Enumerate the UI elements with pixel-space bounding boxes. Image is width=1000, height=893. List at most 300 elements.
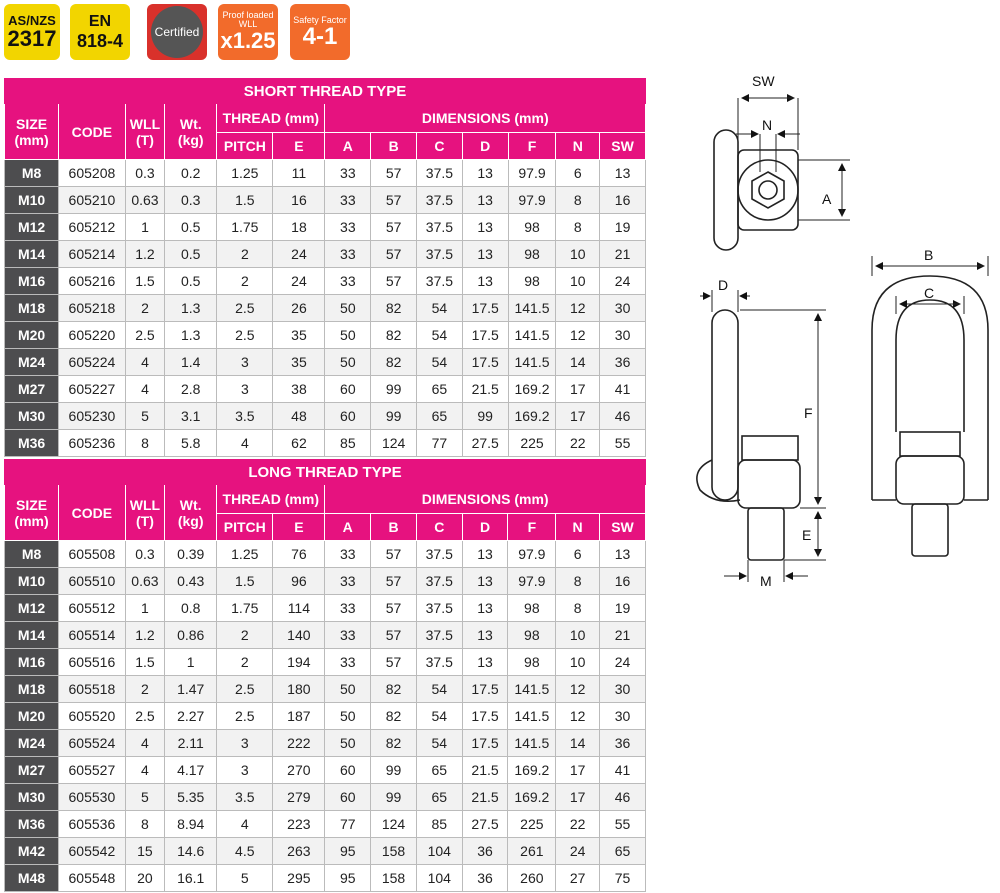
header-wll-unit: (T) [135,512,154,529]
table-cell: 605548 [59,865,126,892]
table-cell: 21 [600,241,646,268]
table-cell: 60 [325,403,371,430]
table-cell: 2.27 [165,703,217,730]
table-cell: 16 [273,187,325,214]
badge-proof-line2: WLL [238,19,258,29]
table-cell: 169.2 [508,403,556,430]
table-cell: 0.5 [165,214,217,241]
table-cell: 60 [325,757,371,784]
table-cell: 158 [371,838,417,865]
table-cell: 1.47 [165,676,217,703]
table-cell: 605516 [59,649,126,676]
table-cell: 50 [325,703,371,730]
table-cell: 11 [273,160,325,187]
table-cell: 1.25 [217,541,273,568]
table-cell: 36 [462,838,508,865]
table-row [5,649,646,676]
label-e: E [802,527,812,543]
table-cell: 46 [599,784,645,811]
table-cell: 27.5 [462,811,508,838]
header-wll-label: WLL [129,115,161,132]
table-cell: 3.5 [217,784,273,811]
table-cell: 8 [125,811,165,838]
table-cell: 0.86 [165,622,217,649]
table-cell: 141.5 [508,676,556,703]
table-cell: 37.5 [416,622,462,649]
table-cell: 21 [599,622,645,649]
table-cell: 141.5 [508,703,556,730]
table-cell: 141.5 [508,349,556,376]
table-cell: 98 [508,595,556,622]
table-cell: 57 [371,241,417,268]
table-cell: 605218 [59,295,126,322]
header-weight-unit: (kg) [177,512,204,529]
table-cell: 55 [600,430,646,457]
table-cell: 605510 [59,568,126,595]
badge-asnzs-2317 [4,4,60,60]
table-cell: 75 [599,865,645,892]
badge-asnzs-label: AS/NZS [8,13,56,28]
table-cell: 46 [600,403,646,430]
label-f: F [804,405,813,421]
size-cell: M12 [5,595,59,622]
table-cell: 35 [273,322,325,349]
header-f: F [508,514,556,541]
table-cell: 60 [325,784,371,811]
table-cell: 2 [125,676,165,703]
size-cell: M8 [5,160,59,187]
table-cell: 2.5 [125,322,165,349]
header-weight [165,485,217,541]
label-m: M [760,573,772,589]
table-cell: 3 [217,730,273,757]
table-cell: 6 [556,541,600,568]
table-cell: 16 [600,187,646,214]
header-pitch: PITCH [217,133,273,160]
table-cell: 3.1 [165,403,217,430]
label-c: C [924,285,935,301]
header-code: CODE [59,104,126,160]
table-cell: 8.94 [165,811,217,838]
table-cell: 57 [371,268,417,295]
label-d: D [718,277,729,293]
size-cell: M30 [5,403,59,430]
table-cell: 605524 [59,730,126,757]
table-cell: 4 [217,811,273,838]
table-cell: 30 [599,703,645,730]
table-cell: 24 [600,268,646,295]
table-cell: 82 [371,676,417,703]
header-a: A [325,133,371,160]
top-view [714,98,850,250]
table-cell: 99 [371,757,417,784]
table-cell: 21.5 [462,784,508,811]
header-wll [125,104,165,160]
badge-en-818-4 [70,4,130,60]
table-cell: 54 [417,295,463,322]
size-cell: M14 [5,622,59,649]
header-code: CODE [59,485,126,541]
table-row [5,160,646,187]
table-row [5,784,646,811]
table-row [5,349,646,376]
table-cell: 54 [416,730,462,757]
table-cell: 98 [508,214,556,241]
table-cell: 222 [273,730,325,757]
table-cell: 57 [371,649,417,676]
table-cell: 37.5 [416,595,462,622]
table-cell: 12 [556,322,600,349]
table-cell: 54 [416,676,462,703]
table-cell: 1.3 [165,322,217,349]
table-cell: 37.5 [417,268,463,295]
table-cell: 605216 [59,268,126,295]
table-cell: 17.5 [462,295,508,322]
table-cell: 33 [325,622,371,649]
table-cell: 13 [462,568,508,595]
table-cell: 37.5 [416,568,462,595]
table-row [5,541,646,568]
table-cell: 158 [371,865,417,892]
size-cell: M10 [5,187,59,214]
table-cell: 263 [273,838,325,865]
header-n: N [556,514,600,541]
eyebolt-dimension-diagram [680,60,1000,600]
section-title: SHORT THREAD TYPE [5,79,646,104]
table-cell: 1.2 [125,622,165,649]
size-cell: M36 [5,430,59,457]
table-cell: 605212 [59,214,126,241]
table-cell: 37.5 [416,649,462,676]
table-cell: 26 [273,295,325,322]
certified-seal-icon [151,6,203,58]
table-cell: 2.5 [217,295,273,322]
table-cell: 8 [556,187,600,214]
table-row [5,214,646,241]
table-cell: 187 [273,703,325,730]
table-cell: 62 [273,430,325,457]
table-cell: 4 [217,430,273,457]
table-cell: 260 [508,865,556,892]
table-cell: 35 [273,349,325,376]
table-cell: 24 [599,649,645,676]
table-row [5,595,646,622]
table-row [5,295,646,322]
table-cell: 37.5 [417,214,463,241]
header-b: B [371,514,417,541]
table-cell: 99 [371,376,417,403]
table-cell: 82 [371,703,417,730]
table-cell: 50 [325,676,371,703]
table-cell: 50 [325,295,371,322]
table-row [5,241,646,268]
table-cell: 605224 [59,349,126,376]
table-cell: 60 [325,376,371,403]
table-cell: 57 [371,160,417,187]
size-cell: M36 [5,811,59,838]
table-cell: 605236 [59,430,126,457]
header-size-label: SIZE [15,496,48,513]
table-row [5,187,646,214]
table-cell: 124 [371,811,417,838]
header-row-1 [5,485,646,514]
size-cell: M12 [5,214,59,241]
table-cell: 17.5 [462,703,508,730]
table-cell: 19 [599,595,645,622]
table-cell: 57 [371,187,417,214]
long-thread-table [4,459,646,892]
table-cell: 98 [508,649,556,676]
table-cell: 36 [600,349,646,376]
table-cell: 605230 [59,403,126,430]
table-cell: 0.2 [165,160,217,187]
table-cell: 77 [325,811,371,838]
table-cell: 22 [556,430,600,457]
size-cell: M48 [5,865,59,892]
table-row [5,430,646,457]
table-cell: 22 [556,811,600,838]
table-cell: 261 [508,838,556,865]
table-cell: 0.63 [125,568,165,595]
table-cell: 76 [273,541,325,568]
certified-label: Certified [154,25,200,39]
size-cell: M16 [5,649,59,676]
table-cell: 17 [556,376,600,403]
table-cell: 141.5 [508,730,556,757]
table-cell: 13 [462,649,508,676]
table-cell: 5.8 [165,430,217,457]
table-cell: 2.5 [217,676,273,703]
table-cell: 1.5 [217,568,273,595]
table-cell: 1 [165,649,217,676]
table-cell: 605214 [59,241,126,268]
table-cell: 15 [125,838,165,865]
table-cell: 82 [371,730,417,757]
table-cell: 37.5 [417,241,463,268]
table-cell: 20 [125,865,165,892]
badge-en-number: 818-4 [76,31,124,51]
table-row [5,322,646,349]
table-cell: 17.5 [462,322,508,349]
table-cell: 95 [325,865,371,892]
table-cell: 82 [371,322,417,349]
table-cell: 605220 [59,322,126,349]
table-cell: 169.2 [508,784,556,811]
table-cell: 0.63 [125,187,165,214]
table-cell: 3 [217,376,273,403]
table-cell: 99 [462,403,508,430]
table-cell: 2.5 [217,703,273,730]
table-cell: 8 [556,214,600,241]
table-cell: 4.5 [217,838,273,865]
table-cell: 50 [325,349,371,376]
table-cell: 19 [600,214,646,241]
table-cell: 5 [125,784,165,811]
table-cell: 21.5 [462,757,508,784]
header-d: D [462,514,508,541]
table-cell: 85 [416,811,462,838]
table-cell: 17.5 [462,349,508,376]
header-a: A [325,514,371,541]
table-row [5,568,646,595]
table-cell: 13 [600,160,646,187]
header-wll [125,485,165,541]
size-cell: M24 [5,349,59,376]
table-cell: 57 [371,622,417,649]
table-cell: 141.5 [508,295,556,322]
table-cell: 0.3 [125,541,165,568]
table-row [5,676,646,703]
header-pitch: PITCH [217,514,273,541]
table-cell: 98 [508,268,556,295]
table-cell: 98 [508,241,556,268]
table-cell: 54 [417,322,463,349]
header-wll-unit: (T) [136,131,154,148]
table-cell: 4.17 [165,757,217,784]
table-cell: 12 [556,295,600,322]
table-cell: 1.5 [125,649,165,676]
table-cell: 605227 [59,376,126,403]
table-cell: 605520 [59,703,126,730]
header-b: B [371,133,417,160]
table-cell: 33 [325,187,371,214]
table-cell: 13 [462,595,508,622]
table-cell: 13 [462,268,508,295]
table-cell: 24 [556,838,600,865]
table-cell: 30 [600,295,646,322]
badge-safety-factor [290,4,350,60]
table-cell: 33 [325,268,371,295]
table-cell: 55 [599,811,645,838]
table-cell: 6 [556,160,600,187]
size-cell: M16 [5,268,59,295]
table-cell: 140 [273,622,325,649]
table-cell: 97.9 [508,541,556,568]
table-cell: 97.9 [508,160,556,187]
table-cell: 10 [556,241,600,268]
badge-en-label: EN [88,13,112,30]
table-cell: 13 [462,241,508,268]
table-cell: 33 [325,649,371,676]
table-cell: 1.3 [165,295,217,322]
header-dimensions: DIMENSIONS (mm) [325,104,646,133]
table-cell: 30 [600,322,646,349]
table-cell: 82 [371,295,417,322]
size-cell: M18 [5,295,59,322]
table-cell: 27.5 [462,430,508,457]
table-cell: 2.5 [125,703,165,730]
table-cell: 270 [273,757,325,784]
table-cell: 57 [371,541,417,568]
table-cell: 38 [273,376,325,403]
table-cell: 97.9 [508,568,556,595]
table-cell: 0.8 [165,595,217,622]
table-cell: 65 [417,403,463,430]
table-cell: 169.2 [508,376,556,403]
table-cell: 13 [462,541,508,568]
header-sw: SW [600,133,646,160]
table-cell: 50 [325,730,371,757]
badge-safety-label: Safety Factor [293,15,347,25]
table-cell: 2 [217,622,273,649]
table-cell: 33 [325,541,371,568]
table-cell: 24 [273,268,325,295]
short-thread-table [4,78,646,457]
table-cell: 1.75 [217,595,273,622]
size-cell: M10 [5,568,59,595]
size-cell: M20 [5,703,59,730]
table-cell: 225 [508,430,556,457]
size-cell: M20 [5,322,59,349]
table-cell: 17 [556,784,600,811]
table-cell: 99 [371,403,417,430]
table-cell: 14.6 [165,838,217,865]
header-f: F [508,133,556,160]
table-cell: 1.5 [217,187,273,214]
table-cell: 0.3 [165,187,217,214]
table-cell: 65 [416,784,462,811]
badge-asnzs-number: 2317 [7,26,57,51]
table-cell: 13 [462,622,508,649]
table-cell: 99 [371,784,417,811]
header-e: E [273,133,325,160]
table-cell: 124 [371,430,417,457]
table-cell: 65 [599,838,645,865]
size-cell: M30 [5,784,59,811]
label-a: A [822,191,832,207]
table-cell: 605210 [59,187,126,214]
table-cell: 33 [325,595,371,622]
header-size [5,485,59,541]
table-cell: 21.5 [462,376,508,403]
table-cell: 98 [508,622,556,649]
table-cell: 1.5 [125,268,165,295]
table-cell: 18 [273,214,325,241]
table-row [5,376,646,403]
table-cell: 194 [273,649,325,676]
table-cell: 0.5 [165,241,217,268]
section-title-row [5,460,646,485]
table-cell: 17 [556,403,600,430]
table-cell: 10 [556,649,600,676]
header-thread: THREAD (mm) [217,485,325,514]
table-cell: 54 [416,703,462,730]
header-size-unit: (mm) [14,131,49,148]
table-cell: 0.5 [165,268,217,295]
table-cell: 37.5 [417,187,463,214]
table-cell: 17.5 [462,730,508,757]
table-cell: 10 [556,622,600,649]
header-size-unit: (mm) [14,512,49,529]
table-cell: 41 [599,757,645,784]
table-cell: 2 [217,241,273,268]
table-cell: 30 [599,676,645,703]
table-cell: 8 [556,595,600,622]
table-cell: 4 [125,376,165,403]
table-cell: 10 [556,268,600,295]
table-cell: 33 [325,214,371,241]
table-cell: 13 [599,541,645,568]
table-cell: 605514 [59,622,126,649]
table-cell: 2.11 [165,730,217,757]
header-size [5,104,59,160]
table-cell: 65 [416,757,462,784]
table-cell: 65 [417,376,463,403]
table-cell: 14 [556,730,600,757]
table-row [5,757,646,784]
header-d: D [462,133,508,160]
table-cell: 1.75 [217,214,273,241]
